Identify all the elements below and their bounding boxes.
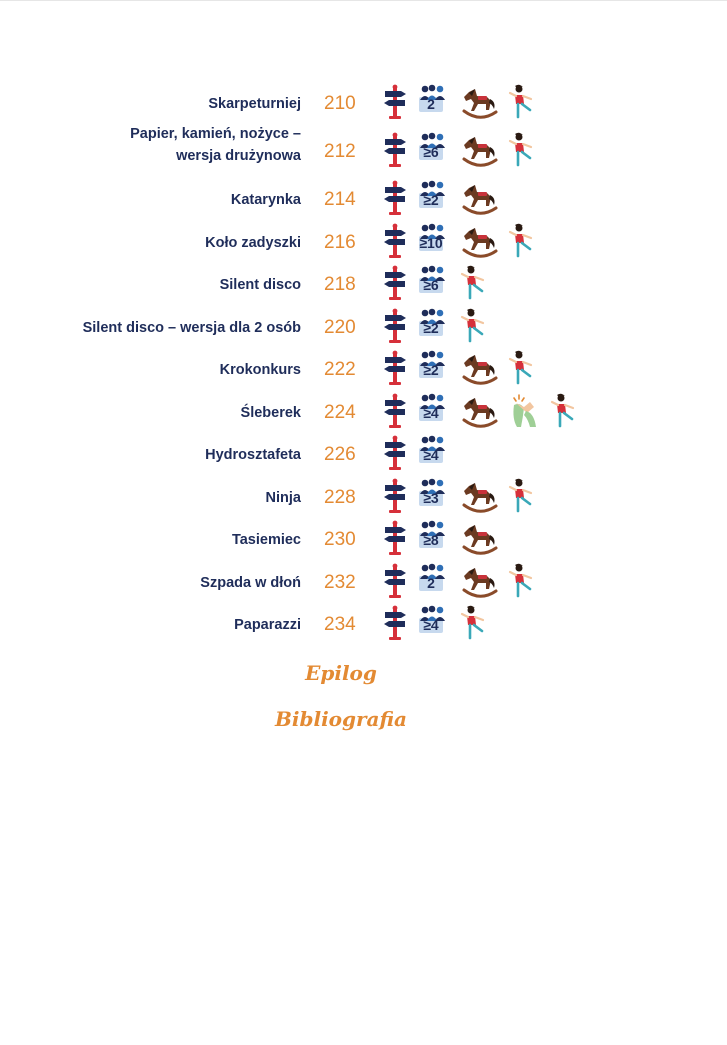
entry-title-line: Tasiemiec	[231, 532, 301, 548]
signpost-icon	[382, 265, 408, 301]
page-number[interactable]: 220	[324, 317, 356, 338]
dancer-icon	[460, 308, 486, 344]
rocking-horse-icon	[460, 566, 498, 600]
toc-entry[interactable]	[0, 180, 727, 220]
group-size-value: ≥2	[423, 192, 439, 208]
signpost-icon	[382, 563, 408, 599]
signpost-icon	[382, 223, 408, 259]
group-icon	[418, 563, 448, 597]
rocking-horse-icon	[460, 87, 498, 121]
group-icon	[418, 478, 448, 512]
section-link-epilog[interactable]: Epilog	[305, 661, 377, 685]
signpost-icon	[382, 605, 408, 641]
signpost-icon	[382, 435, 408, 471]
entry-title[interactable]	[266, 487, 301, 509]
rocking-horse-icon	[460, 183, 498, 217]
dancer-icon	[508, 223, 534, 259]
page-top-border	[0, 0, 727, 1]
page-number[interactable]: 214	[324, 189, 356, 210]
group-icon	[418, 132, 448, 166]
entry-title[interactable]	[208, 93, 301, 115]
entry-title-line: Paparazzi	[234, 617, 301, 633]
entry-title-line: Szpada w dłoń	[200, 575, 301, 591]
entry-title[interactable]	[200, 572, 301, 594]
group-size-value: ≥2	[423, 362, 439, 378]
page-number[interactable]: 212	[324, 141, 356, 162]
section-link-bibliografia[interactable]: Bibliografia	[274, 707, 407, 731]
toc-entry[interactable]	[0, 223, 727, 263]
dancer-icon	[508, 478, 534, 514]
group-icon	[418, 520, 448, 554]
entry-title-line: Hydrosztafeta	[205, 447, 301, 463]
dancer-icon	[460, 605, 486, 641]
signpost-icon	[382, 84, 408, 120]
toc-entry[interactable]	[0, 435, 727, 475]
group-size-value: ≥2	[423, 320, 439, 336]
toc-entry[interactable]	[0, 478, 727, 518]
group-size-value: ≥3	[423, 490, 439, 506]
toc-entry[interactable]	[0, 563, 727, 603]
signpost-icon	[382, 180, 408, 216]
hands-icon	[508, 393, 542, 429]
signpost-icon	[382, 308, 408, 344]
group-icon	[418, 605, 448, 639]
entry-title-line: Krokonkurs	[219, 362, 301, 378]
entry-title-line: Ninja	[265, 490, 301, 506]
signpost-icon	[382, 478, 408, 514]
rocking-horse-icon	[460, 135, 498, 169]
group-size-value: 2	[427, 575, 435, 591]
dancer-icon	[508, 84, 534, 120]
toc-entry[interactable]	[0, 308, 727, 348]
group-size-value: ≥6	[423, 144, 439, 160]
dancer-icon	[508, 132, 534, 168]
entry-title[interactable]	[220, 274, 301, 296]
entry-title-line: Silent disco	[219, 277, 301, 293]
toc-entry[interactable]	[0, 605, 727, 645]
entry-title[interactable]	[130, 123, 301, 167]
signpost-icon	[382, 132, 408, 168]
dancer-icon	[460, 265, 486, 301]
entry-title[interactable]	[234, 614, 301, 636]
page-number[interactable]: 210	[324, 93, 356, 114]
entry-title[interactable]	[205, 444, 301, 466]
page-number[interactable]: 228	[324, 487, 356, 508]
page-number[interactable]: 234	[324, 614, 356, 635]
signpost-icon	[382, 350, 408, 386]
page-number[interactable]: 216	[324, 232, 356, 253]
toc-entry[interactable]	[0, 123, 727, 167]
group-icon	[418, 180, 448, 214]
toc-entry[interactable]	[0, 520, 727, 560]
entry-title-line: Skarpeturniej	[208, 96, 301, 112]
entry-title[interactable]	[232, 529, 301, 551]
page-number[interactable]: 222	[324, 359, 356, 380]
group-size-value: 2	[427, 96, 435, 112]
entry-title-line: Śleberek	[240, 405, 301, 421]
rocking-horse-icon	[460, 226, 498, 260]
toc-entry[interactable]	[0, 84, 727, 124]
group-icon	[418, 393, 448, 427]
page-number[interactable]: 218	[324, 274, 356, 295]
dancer-icon	[508, 350, 534, 386]
page-number[interactable]: 226	[324, 444, 356, 465]
group-size-value: ≥8	[423, 532, 439, 548]
signpost-icon	[382, 393, 408, 429]
group-size-value: ≥10	[419, 235, 443, 251]
page-number[interactable]: 232	[324, 572, 356, 593]
entry-title-line: Katarynka	[230, 192, 301, 208]
page-number[interactable]: 224	[324, 402, 356, 423]
entry-title-line: Papier, kamień, nożyce –	[130, 126, 301, 142]
entry-title[interactable]	[220, 359, 301, 381]
dancer-icon	[508, 563, 534, 599]
toc-entry[interactable]	[0, 265, 727, 305]
rocking-horse-icon	[460, 481, 498, 515]
group-icon	[418, 435, 448, 469]
group-icon	[418, 223, 448, 257]
entry-title-line: Silent disco – wersja dla 2 osób	[82, 320, 301, 336]
group-icon	[418, 84, 448, 118]
signpost-icon	[382, 520, 408, 556]
group-size-value: ≥6	[423, 277, 439, 293]
rocking-horse-icon	[460, 523, 498, 557]
rocking-horse-icon	[460, 396, 498, 430]
toc-entry[interactable]	[0, 350, 727, 390]
entry-title[interactable]	[83, 317, 301, 339]
group-icon	[418, 350, 448, 384]
toc-entry[interactable]	[0, 393, 727, 433]
entry-title[interactable]	[231, 189, 301, 211]
entry-title[interactable]	[241, 402, 301, 424]
entry-title[interactable]	[205, 232, 301, 254]
entry-title-line: Koło zadyszki	[205, 235, 301, 251]
group-size-value: ≥4	[423, 405, 439, 421]
group-size-value: ≥4	[423, 447, 439, 463]
entry-title-line: wersja drużynowa	[176, 148, 301, 164]
group-size-value: ≥4	[423, 617, 439, 633]
group-icon	[418, 308, 448, 342]
group-icon	[418, 265, 448, 299]
dancer-icon	[550, 393, 576, 429]
page-number[interactable]: 230	[324, 529, 356, 550]
rocking-horse-icon	[460, 353, 498, 387]
